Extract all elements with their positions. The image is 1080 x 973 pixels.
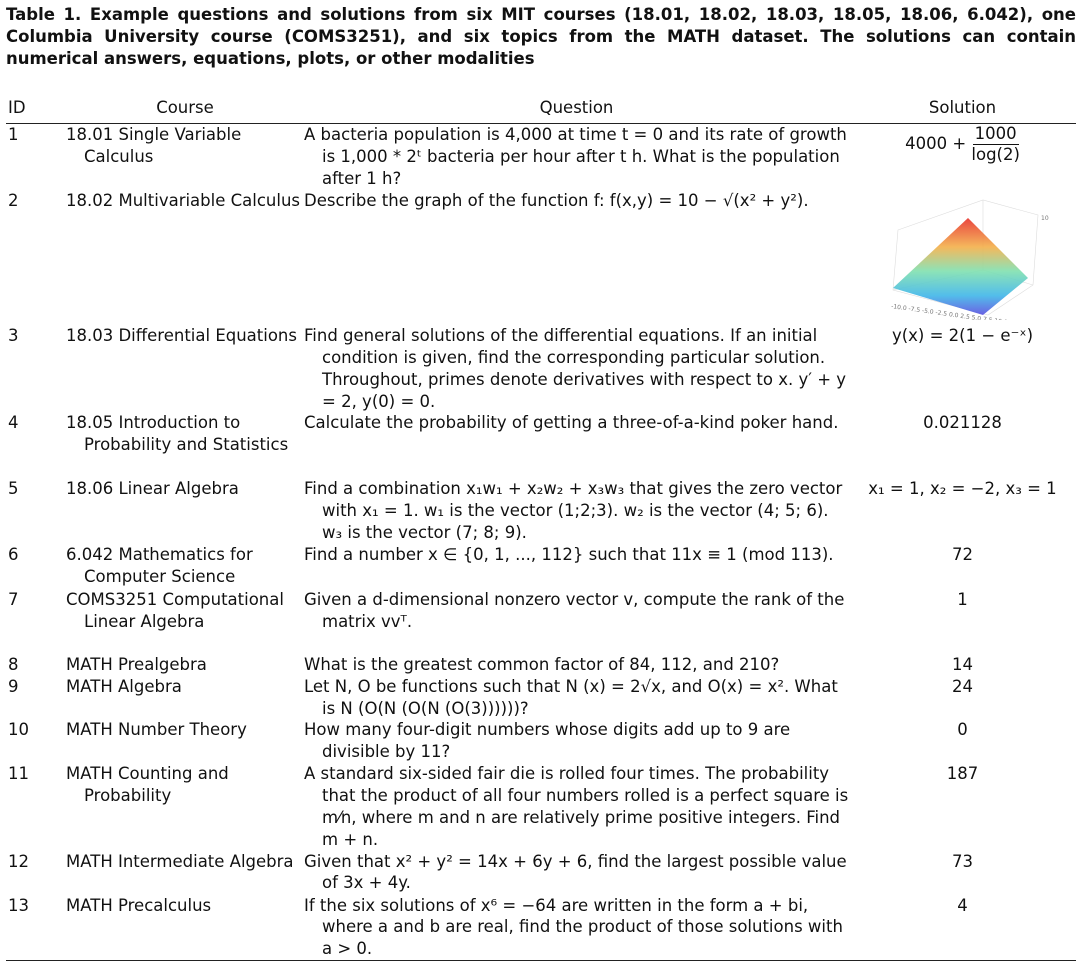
course-name: MATH Prealgebra	[66, 654, 207, 674]
row-course	[66, 124, 304, 190]
row-solution: 24	[952, 676, 973, 696]
row-solution: 1	[957, 589, 968, 609]
question-text: Find general solutions of the differential equations. If an initial condition is given, find the corresponding particular solution. Throughout, primes denote derivatives with respect to x. y′ + y = 2, y(0) = 0.	[304, 326, 847, 411]
surface	[893, 218, 1028, 315]
row-question	[304, 676, 849, 720]
question-text: Given that x² + y² = 14x + 6y + 6, find the largest possible value of 3x + 4y.	[304, 851, 847, 893]
row-id: 10	[8, 720, 29, 740]
row-id: 9	[8, 676, 19, 696]
table-row	[6, 589, 1076, 654]
row-question	[304, 763, 849, 850]
row-question	[304, 654, 849, 676]
table-row	[6, 763, 1076, 850]
table-row	[6, 676, 1076, 720]
row-id: 3	[8, 326, 19, 346]
row-question	[304, 851, 849, 895]
row-solution: 73	[952, 851, 973, 871]
row-id: 7	[8, 589, 19, 609]
row-course	[66, 190, 304, 326]
row-id: 8	[8, 654, 19, 674]
row-course	[66, 763, 304, 850]
header-course: Course	[66, 95, 304, 124]
table-caption: Table 1. Example questions and solutions from six MIT courses (18.01, 18.02, 18.03, 18.05, 18.06, 6.042), one Columbia University course (COMS3251), and six topics from the MATH dataset. The solutions can contain numerical answers, equations, plots, or other modalities	[6, 5, 1076, 68]
table-header-row	[6, 95, 1076, 124]
table-row	[6, 325, 1076, 412]
row-solution: y(x) = 2(1 − e⁻ˣ)	[891, 326, 1034, 346]
course-name: COMS3251 Computational Linear Algebra	[66, 589, 284, 631]
row-question	[304, 325, 849, 412]
row-question	[304, 478, 849, 543]
svg-text:10: 10	[1040, 214, 1049, 222]
table-row	[6, 124, 1076, 190]
row-id: 5	[8, 479, 19, 499]
surface-plot-3d	[873, 190, 1053, 320]
row-solution: 14	[952, 654, 973, 674]
row-course	[66, 676, 304, 720]
course-name: MATH Number Theory	[66, 720, 247, 740]
row-solution: 0.021128	[923, 413, 1002, 433]
row-id: 13	[6, 895, 66, 961]
fraction-numerator: 1000	[974, 124, 1017, 143]
row-question	[304, 589, 849, 654]
course-name: MATH Algebra	[66, 676, 182, 696]
question-text: A bacteria population is 4,000 at time t = 0 and its rate of growth is 1,000 * 2ᵗ bacteria per hour after t h. What is the population after 1 h?	[304, 125, 847, 188]
row-solution: 0	[957, 720, 968, 740]
table-row	[6, 412, 1076, 478]
row-course	[66, 412, 304, 478]
row-solution: 187	[946, 764, 979, 784]
row-course	[66, 478, 304, 543]
course-name: 18.02 Multivariable Calculus	[66, 190, 301, 210]
fraction-denominator: log(2)	[971, 145, 1020, 164]
course-name: MATH Precalculus	[66, 895, 212, 915]
question-text: Find a number x ∈ {0, 1, ..., 112} such that 11x ≡ 1 (mod 113).	[304, 544, 834, 564]
row-solution: 4	[849, 895, 1076, 961]
row-id: 4	[8, 413, 19, 433]
header-solution: Solution	[849, 95, 1076, 124]
row-course	[66, 851, 304, 895]
table-row	[6, 895, 1076, 961]
row-id: 12	[8, 851, 29, 871]
course-name: 18.01 Single Variable Calculus	[66, 125, 242, 166]
course-name: MATH Counting and Probability	[66, 764, 229, 806]
table-row	[6, 654, 1076, 676]
row-course	[66, 544, 304, 589]
row-id: 6	[8, 544, 19, 564]
question-text: How many four-digit numbers whose digits add up to 9 are divisible by 11?	[304, 720, 791, 762]
question-text: Describe the graph of the function f: f(x,y) = 10 − √(x² + y²).	[304, 190, 809, 210]
solution-fraction	[971, 124, 1020, 165]
row-question	[304, 544, 849, 589]
row-id: 11	[8, 764, 29, 784]
course-name: 18.03 Differential Equations	[66, 326, 297, 346]
row-question	[304, 895, 849, 961]
row-solution	[849, 124, 1076, 190]
table-row	[6, 190, 1076, 326]
table-row	[6, 719, 1076, 763]
question-text: A standard six-sided fair die is rolled four times. The probability that the product of all four numbers rolled is a perfect square is m⁄n, where m and n are relatively prime positive integers. Find m + n.	[304, 764, 849, 849]
course-name: 18.05 Introduction to Probability and Statistics	[66, 413, 289, 455]
row-course	[66, 719, 304, 763]
row-course	[66, 895, 304, 961]
examples-table	[6, 95, 1076, 961]
row-question	[304, 412, 849, 478]
row-question	[304, 124, 849, 190]
row-id: 1	[8, 125, 19, 144]
row-question	[304, 190, 849, 326]
course-name: 6.042 Mathematics for Computer Science	[66, 544, 253, 586]
question-text: Let N, O be functions such that N (x) = 2√x, and O(x) = x². What is N (O(N (O(N (O(3))))))?	[304, 676, 838, 718]
question-text: Find a combination x₁w₁ + x₂w₂ + x₃w₃ that gives the zero vector with x₁ = 1. w₁ is the vector (1;2;3). w₂ is the vector (4; 5; 6). w₃ is the vector (7; 8; 9).	[304, 479, 843, 543]
svg-text:-10.0 -7.5 -5.0 -2.5 0.0 2.5 5: -10.0 -7.5 -5.0 -2.5 0.0 2.5 5.0 7.5 10.0	[890, 302, 1008, 320]
question-text: What is the greatest common factor of 84, 112, and 210?	[304, 654, 780, 674]
header-question: Question	[304, 95, 849, 124]
row-course	[66, 654, 304, 676]
table-row	[6, 478, 1076, 543]
question-text: Calculate the probability of getting a three-of-a-kind poker hand.	[304, 413, 839, 433]
table-row	[6, 544, 1076, 589]
row-solution: x₁ = 1, x₂ = −2, x₃ = 1	[868, 479, 1057, 499]
row-course	[66, 589, 304, 654]
header-id: ID	[6, 95, 66, 124]
course-name: 18.06 Linear Algebra	[66, 479, 239, 499]
row-question	[304, 719, 849, 763]
question-text: Given a d-dimensional nonzero vector v, compute the rank of the matrix vvᵀ.	[304, 589, 845, 631]
course-name: MATH Intermediate Algebra	[66, 851, 294, 871]
row-solution	[849, 190, 1076, 326]
row-course	[66, 325, 304, 412]
table-row	[6, 851, 1076, 895]
row-solution: 72	[952, 544, 973, 564]
question-text: If the six solutions of x⁶ = −64 are written in the form a + bi, where a and b are real, find the product of those solutions with a > 0.	[304, 895, 843, 959]
solution-prefix: 4000 +	[905, 134, 967, 153]
row-id: 2	[8, 190, 19, 210]
